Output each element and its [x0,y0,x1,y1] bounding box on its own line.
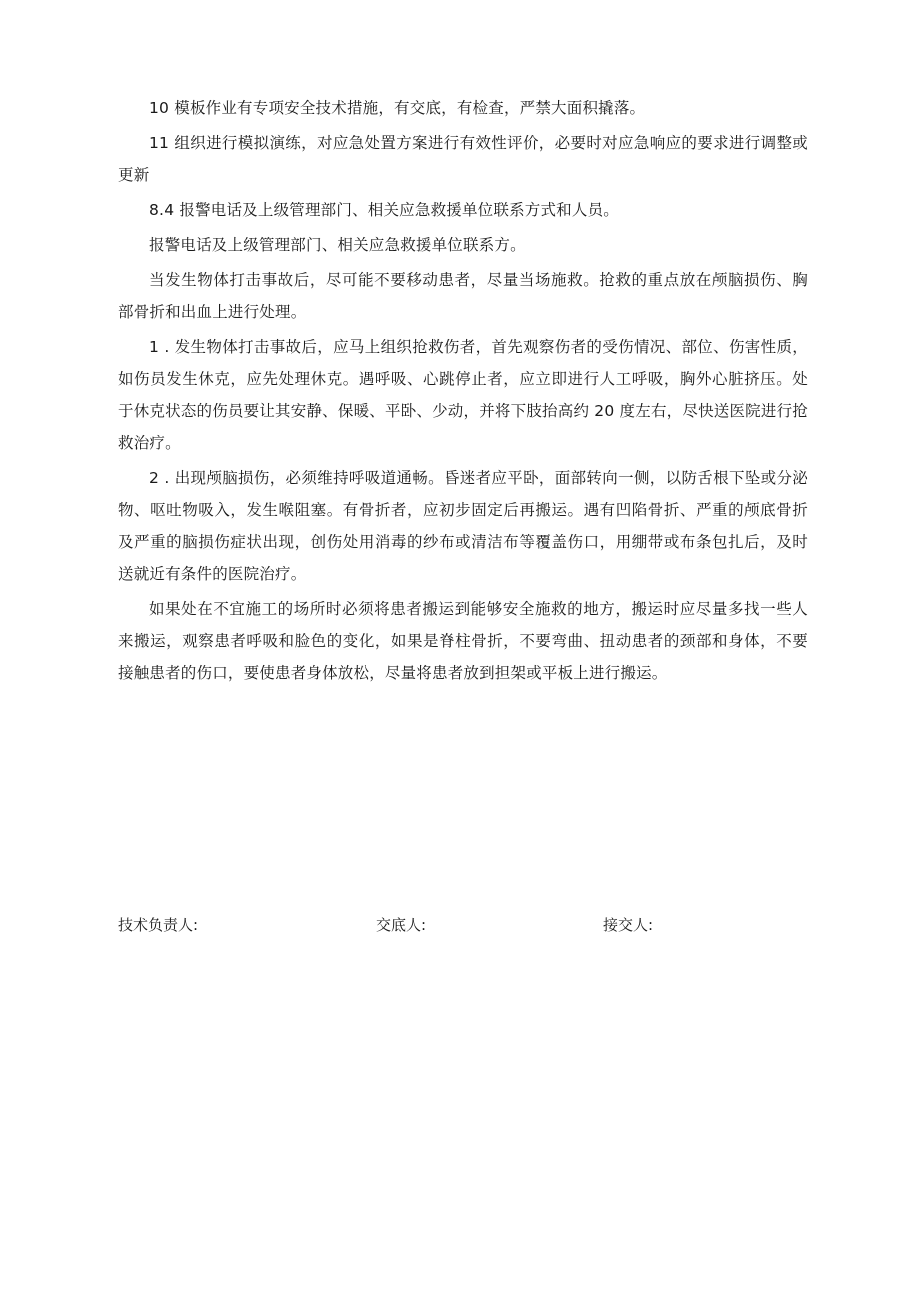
signature-technical-lead: 技术负责人: [118,916,199,934]
signature-handover-person: 交底人: [376,916,427,934]
paragraph-step-1: 1 . 发生物体打击事故后，应马上组织抢救伤者，首先观察伤者的受伤情况、部位、伤害性质，如伤员发生休克，应先处理休克。遇呼吸、心跳停止者，应立即进行人工呼吸，胸外心脏挤压。处于休克状态的伤员要让其安静、保暖、平卧、少动，并将下肢抬高约 20 度左右，尽快送医院进行抢救治疗。 [118,338,808,452]
signature-receiver: 接交人: [603,916,654,934]
paragraph-contact-info: 报警电话及上级管理部门、相关应急救援单位联系方。 [149,236,526,254]
paragraph-step-2: 2 . 出现颅脑损伤，必须维持呼吸道通畅。昏迷者应平卧，面部转向一侧，以防舌根下坠或分泌物、呕吐物吸入，发生喉阻塞。有骨折者，应初步固定后再搬运。遇有凹陷骨折、严重的颅底骨折及严重的脑损伤症状出现，创伤处用消毒的纱布或清洁布等覆盖伤口，用绷带或布条包扎后，及时送就近有条件的医院治疗。 [118,469,808,583]
section-heading-8-4: 8.4 报警电话及上级管理部门、相关应急救援单位联系方式和人员。 [149,201,619,219]
paragraph-item-10: 10 模板作业有专项安全技术措施，有交底，有检查，严禁大面积撬落。 [149,99,646,117]
signature-row [0,914,920,944]
document-body [118,92,808,692]
paragraph-strike-accident: 当发生物体打击事故后，尽可能不要移动患者，尽量当场施救。抢救的重点放在颅脑损伤、胸部骨折和出血上进行处理。 [118,271,808,321]
paragraph-transport: 如果处在不宜施工的场所时必须将患者搬运到能够安全施救的地方，搬运时应尽量多找一些人来搬运，观察患者呼吸和脸色的变化，如果是脊柱骨折，不要弯曲、扭动患者的颈部和身体，不要接触患者的伤口，要使患者身体放松，尽量将患者放到担架或平板上进行搬运。 [118,600,808,682]
paragraph-item-11: 11 组织进行模拟演练，对应急处置方案进行有效性评价，必要时对应急响应的要求进行调整或更新 [118,134,808,184]
